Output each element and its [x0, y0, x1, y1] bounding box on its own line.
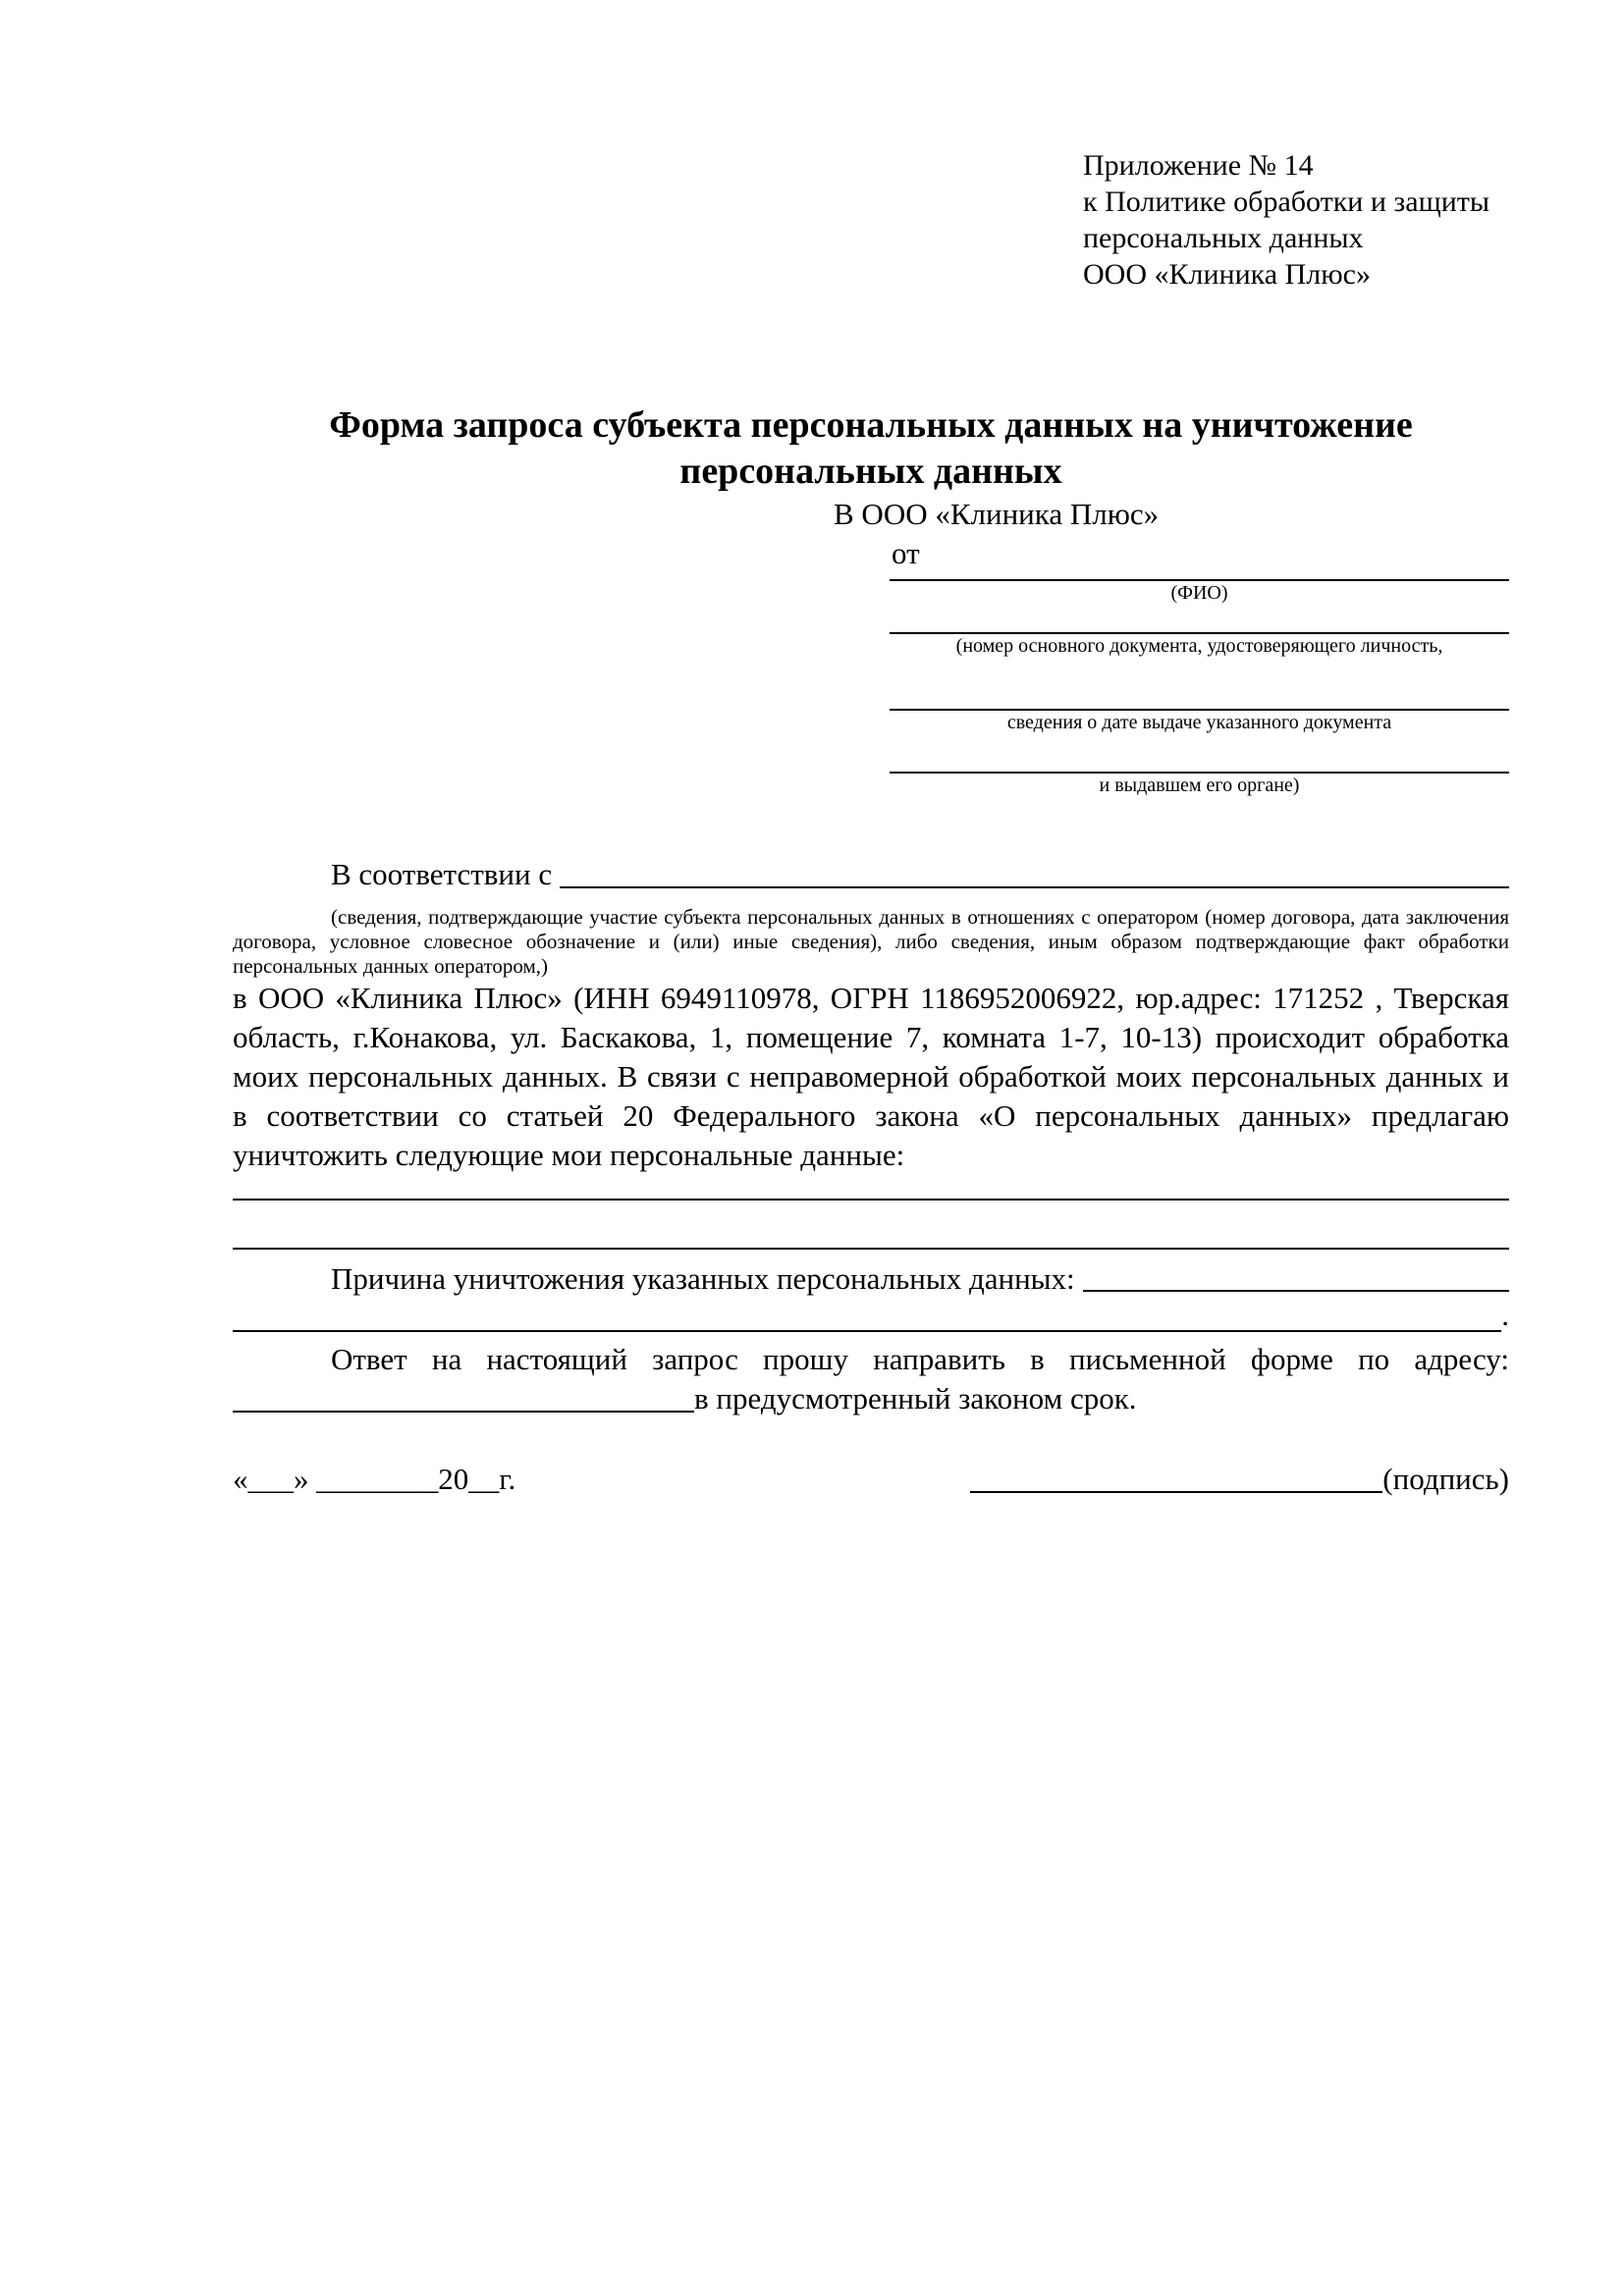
reason-continuation-row — [233, 1299, 1509, 1332]
signature-blank-line — [970, 1491, 1382, 1493]
appendix-header-line: ООО «Клиника Плюс» — [1083, 258, 1371, 291]
addressee-line: В ООО «Клиника Плюс» — [834, 497, 1160, 531]
response-address-row — [233, 1379, 1509, 1418]
issue-date-field-label: сведения о дате выдаче указанного документа — [1006, 712, 1392, 733]
response-suffix: в предусмотренный законом срок. — [694, 1381, 1137, 1415]
passport-number-blank-line — [890, 605, 1509, 634]
appendix-header-block — [1083, 147, 1535, 293]
issue-date-field-row — [890, 658, 1509, 734]
issuing-authority-field-label: и выдавшем его органе) — [1099, 774, 1300, 796]
passport-number-field-row — [890, 605, 1509, 658]
reason-blank-line-2 — [233, 1305, 1501, 1332]
signature-group — [970, 1460, 1509, 1499]
passport-number-field-label: (номер основного документа, удостоверяющего личность, — [955, 635, 1443, 657]
fio-blank-line — [890, 573, 1509, 581]
response-address-blank-line — [233, 1411, 694, 1413]
body-paragraph: в ООО «Клиника Плюс» (ИНН 6949110978, ОГРН 1186952006922, юр.адрес: 171252 , Тверская область, г.Конакова, ул. Баскакова, 1, помещение 7, комната 1-7, 10-13) происходит обработка моих персональных данных. В связи с неправомерной обработкой моих персональных данных и в соответствии со статьей 20 Федерального закона «О персональных данных» предлагаю уничтожить следующие мои персональные данные: — [233, 981, 1509, 1172]
form-title: Форма запроса субъекта персональных данных на уничтожение персональных данных — [329, 404, 1413, 492]
applicant-fields-block — [890, 573, 1509, 797]
reason-label: Причина уничтожения указанных персональных данных: — [331, 1261, 1075, 1296]
accordance-prefix: В соответствии с — [331, 857, 553, 891]
reason-blank-line — [1083, 1290, 1509, 1292]
appendix-header-line: персональных данных — [1083, 222, 1364, 254]
signature-label: (подпись) — [1382, 1462, 1509, 1496]
appendix-header-line: к Политике обработки и защиты — [1083, 186, 1490, 218]
appendix-header-line: Приложение № 14 — [1083, 149, 1314, 182]
issuing-authority-field-row — [890, 734, 1509, 797]
response-request-line: Ответ на настоящий запрос прошу направить в письменной форме по адресу: — [331, 1342, 1509, 1376]
issuing-authority-blank-line — [890, 734, 1509, 774]
from-label: от — [892, 536, 920, 570]
date-placeholder: «___» ________20__г. — [233, 1462, 516, 1496]
data-to-destroy-blank-line-2 — [233, 1201, 1509, 1250]
issue-date-blank-line — [890, 658, 1509, 711]
date-signature-row — [233, 1460, 1509, 1499]
sentence-period: . — [1501, 1298, 1509, 1332]
fio-field-row — [890, 573, 1509, 605]
accordance-blank-line — [560, 886, 1509, 888]
data-to-destroy-blank-line-1 — [233, 1175, 1509, 1201]
accordance-footnote: (сведения, подтверждающие участие субъекта персональных данных в отношениях с оператором (номер договора, дата заключения договора, условное словесное обозначение и (или) иные сведения), либо сведения, иным образом подтверждающие факт обработки персональных данных оператором,) — [233, 905, 1509, 978]
accordance-row — [233, 854, 1509, 895]
fio-field-label: (ФИО) — [1170, 582, 1228, 604]
reason-row — [233, 1259, 1509, 1299]
